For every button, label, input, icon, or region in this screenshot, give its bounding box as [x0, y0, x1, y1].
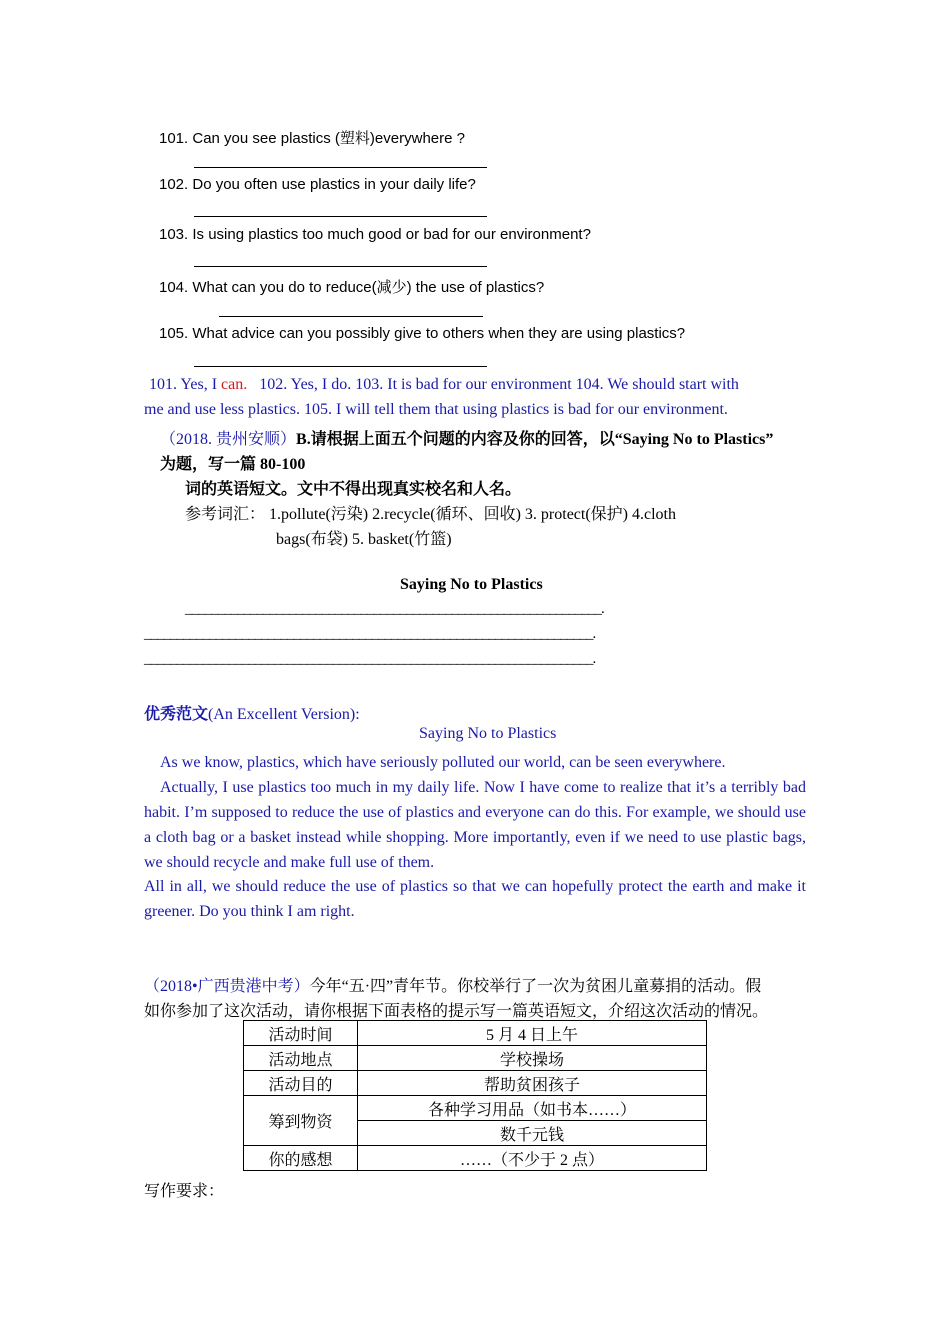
items-value-1: 各种学习用品（如书本……）	[358, 1096, 707, 1121]
question-101: 101. Can you see plastics (塑料)everywhere ?	[159, 130, 465, 147]
model-title: Saying No to Plastics	[419, 725, 557, 742]
table-row	[244, 1146, 707, 1171]
task-instruction-3: 词的英语短文。文中不得出现真实校名和人名。	[185, 481, 522, 498]
model-label-en: (An Excellent Version):	[208, 706, 360, 723]
task2-intro-1: 今年“五·四”青年节。你校举行了一次为贫困儿童募捐的活动。假	[309, 978, 762, 995]
task-instruction-2: 为题，写一篇 80-100	[160, 456, 306, 473]
purpose-label: 活动目的	[244, 1071, 358, 1096]
answers-line-1	[149, 376, 739, 394]
time-value: 5 月 4 日上午	[358, 1021, 707, 1046]
answer-line-102[interactable]	[194, 216, 487, 217]
task2-source: （2018•广西贵港中考）	[144, 978, 310, 995]
model-paragraph-1: As we know, plastics, which have seriously polluted our world, can be seen everywhere.	[160, 754, 726, 771]
table-row	[244, 1071, 707, 1096]
vocab-line-1: 参考词汇： 1.pollute(污染) 2.recycle(循环、回收) 3. protect(保护) 4.cloth	[185, 506, 677, 523]
items-value-2: 数千元钱	[358, 1121, 707, 1146]
place-value: 学校操场	[358, 1046, 707, 1071]
task-instruction-line-1	[160, 426, 773, 449]
question-103: 103. Is using plastics too much good or bad for our environment?	[159, 226, 591, 243]
task2-intro-line-1	[144, 973, 761, 996]
question-102: 102. Do you often use plastics in your daily life?	[159, 176, 476, 193]
writing-line-2[interactable]: _____________________________________________________________________.	[144, 626, 596, 642]
model-paragraph-3: All in all, we should reduce the use of plastics so that we can hopefully protect the earth and make it greener. Do you think I am right.	[144, 878, 806, 920]
feeling-value: ……（不少于 2 点）	[358, 1146, 707, 1171]
table-row	[244, 1096, 707, 1121]
feeling-label: 你的感想	[244, 1146, 358, 1171]
purpose-value: 帮助贫困孩子	[358, 1071, 707, 1096]
model-label	[144, 701, 360, 724]
answers-rest: 102. Yes, I do. 103. It is bad for our environment 104. We should start with	[259, 376, 739, 393]
answer-line-104[interactable]	[219, 316, 483, 317]
answer-line-103[interactable]	[194, 266, 487, 267]
question-104: 104. What can you do to reduce(减少) the use of plastics?	[159, 279, 545, 296]
requirements-label: 写作要求：	[144, 1183, 225, 1200]
writing-line-3[interactable]: _____________________________________________________________________.	[144, 651, 596, 667]
table-row	[244, 1046, 707, 1071]
model-label-cn: 优秀范文	[144, 706, 209, 723]
activity-table	[243, 1020, 707, 1171]
vocab-line-2: bags(布袋) 5. basket(竹篮)	[276, 531, 452, 548]
answer-101-can: can.	[221, 376, 248, 393]
time-label: 活动时间	[244, 1021, 358, 1046]
answer-line-105[interactable]	[194, 366, 487, 367]
table-row	[244, 1021, 707, 1046]
answer-line-101[interactable]	[194, 167, 487, 168]
place-label: 活动地点	[244, 1046, 358, 1071]
task-instruction-1: B.请根据上面五个问题的内容及你的回答，以“Saying No to Plastics”	[296, 431, 774, 448]
task2-intro-line-2: 如你参加了这次活动，请你根据下面表格的提示写一篇英语短文，介绍这次活动的情况。	[144, 1003, 769, 1020]
answer-101-prefix: 101. Yes, I	[149, 376, 222, 393]
items-label: 筹到物资	[244, 1096, 358, 1146]
task-source: （2018. 贵州安顺）	[160, 431, 297, 448]
answers-line-2: me and use less plastics. 105. I will tell them that using plastics is bad for our environment.	[144, 401, 728, 418]
model-paragraph-2: Actually, I use plastics too much in my daily life. Now I have come to realize that it’s a terribly bad habit. I’m supposed to reduce the use of plastics and everyone can do this. For example, we should use a cloth bag or a basket instead while shopping. More importantly, even if we need to use plastic bags, we should recycle and make full use of them.	[144, 779, 806, 871]
writing-title: Saying No to Plastics	[400, 576, 543, 593]
question-105: 105. What advice can you possibly give to others when they are using plastics?	[159, 325, 686, 342]
writing-line-1[interactable]: ________________________________________________________________.	[185, 601, 604, 617]
